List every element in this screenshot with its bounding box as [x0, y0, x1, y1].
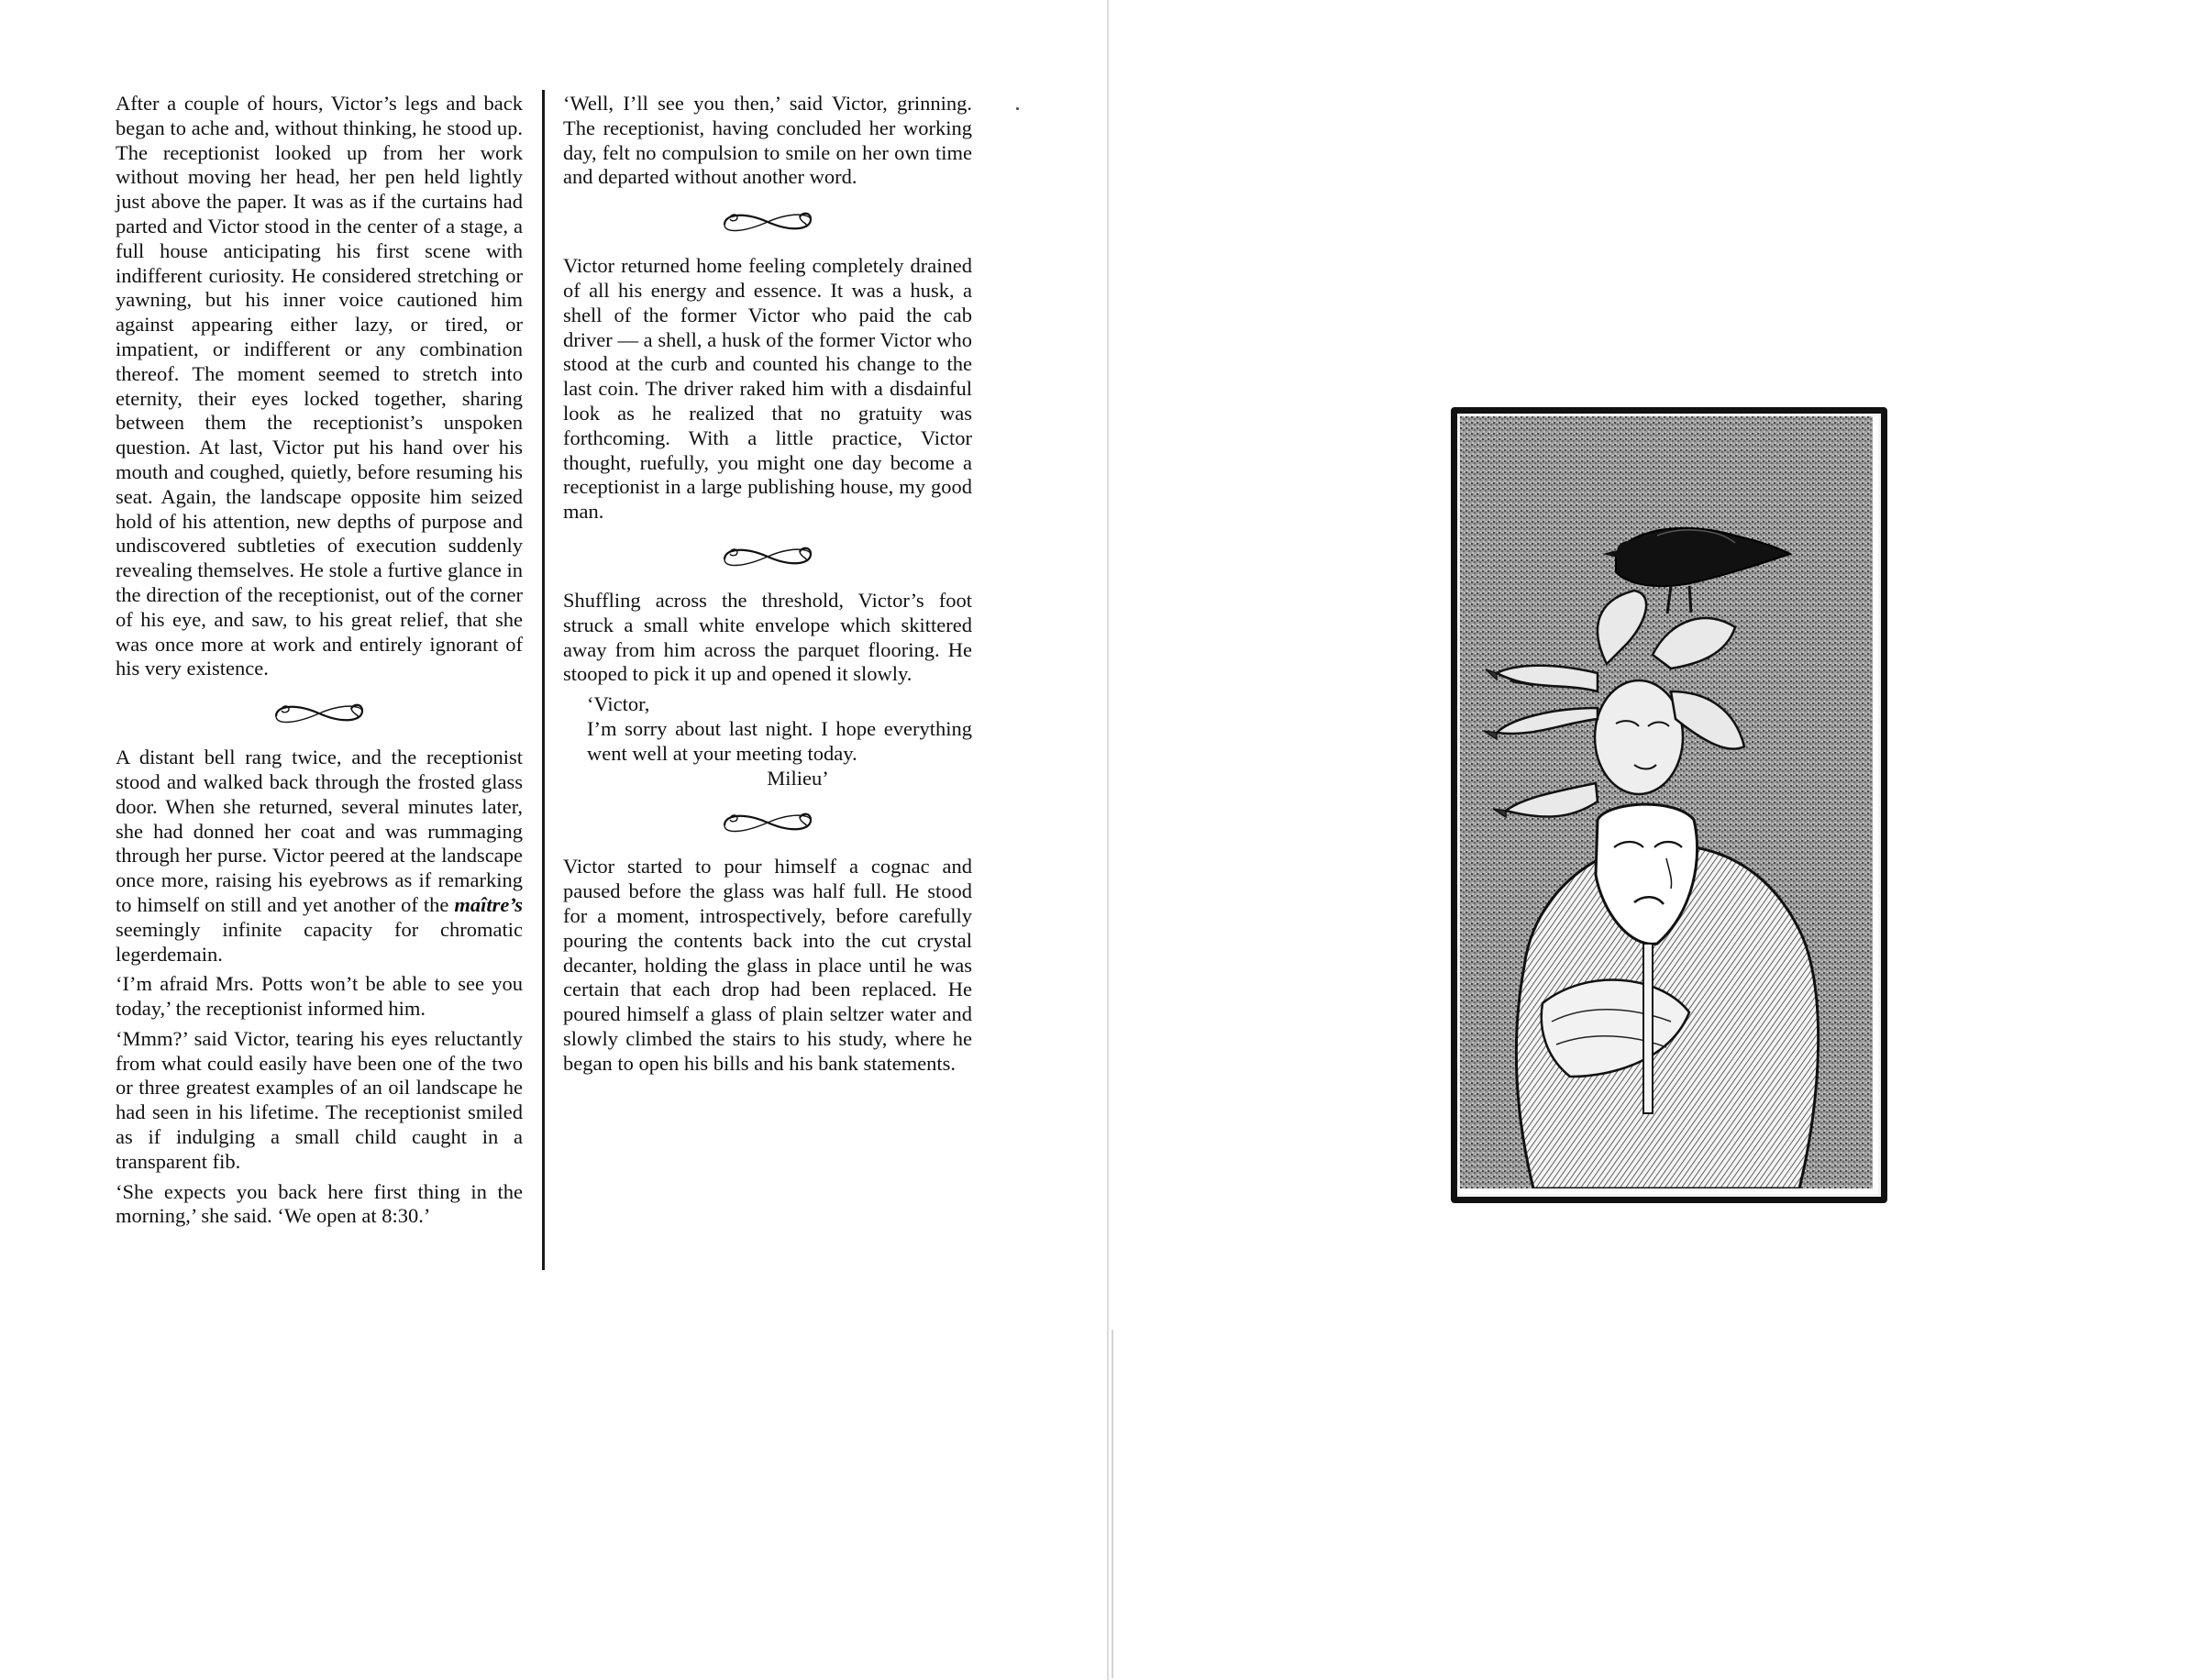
page-gutter [1107, 0, 1109, 1680]
paragraph: ‘She expects you back here first thing in the morning,’ she said. ‘We open at 8:30.’ [116, 1179, 523, 1228]
paragraph: ‘Well, I’ll see you then,’ said Victor, grinning. The receptionist, having concluded her working day, felt no compulsion to smile on her own time and departed without another word. [563, 92, 972, 189]
scroll-flourish-icon [717, 807, 818, 838]
italic-word: maître’s [454, 892, 523, 916]
paragraph: After a couple of hours, Victor’s legs and back began to ache and, without thinking, he stood up. The receptionist looked up from her work without moving her head, her pen held lightly just above the paper. It was as if the curtains had parted and Victor stood in the center of a stage, a full house anticipating his first scene with indifferent curiosity. He considered stretching or yawning, but his inner voice cautioned him against appearing either lazy, or tired, or impatient, or indifferent or any combination thereof. The moment seemed to stretch into eternity, their eyes locked together, sharing between them the receptionist’s unspoken question. At last, Victor put his hand over his mouth and coughed, quietly, before resuming his seat. Again, the landscape opposite him seized hold of his attention, new depths of purpose and undiscovered subtleties of execution suddenly revealing themselves. He stole a furtive glance in the direction of the receptionist, out of the corner of his eye, and saw, to his great relief, that she was once more at work and entirely ignorant of his very existence. [116, 92, 523, 680]
paragraph: Shuffling across the threshold, Victor’s foot struck a small white envelope which skittered away from him across the parquet flooring. He stooped to pick it up and opened it slowly. [563, 588, 972, 686]
illustration-frame [1451, 407, 1887, 1203]
letter-salutation: ‘Victor, [587, 692, 650, 716]
paragraph: Victor started to pour himself a cognac and paused before the glass was half full. He stood for a moment, introspectively, before carefully pouring the contents back into the cut crystal decanter, holding the glass in place until he was certain that each drop had been replaced. He poured himself a glass of plain seltzer water and slowly climbed the stairs to his study, where he began to open his bills and his bank statements. [563, 855, 972, 1075]
paragraph: Victor returned home feeling completely drained of all his energy and essence. It was a husk, a shell of the former Victor who paid the cab driver — a shell, a husk of the former Victor who stood at the curb and counted his change to the last coin. The driver raked him with a disdainful look as he realized that no gratuity was forthcoming. With a little practice, Victor thought, ruefully, you might one day become a receptionist in a large publishing house, my good man. [563, 254, 972, 524]
scroll-flourish-icon [717, 206, 818, 238]
paragraph: ‘I’m afraid Mrs. Potts won’t be able to see you today,’ the receptionist informed him. [116, 972, 523, 1021]
medusa-mask-raven-illustration [1457, 414, 1881, 1197]
paragraph-text: seemingly infinite capacity for chromatic legerdemain. [116, 917, 523, 966]
illustration-drawing [1460, 416, 1873, 1188]
text-column-right [563, 92, 972, 1082]
print-speck [1016, 107, 1019, 110]
letter-signature: Milieu’ [767, 766, 829, 790]
gutter-shadow [1112, 1330, 1113, 1678]
column-rule [542, 90, 545, 1270]
paragraph [116, 746, 523, 967]
scroll-flourish-icon [717, 541, 818, 572]
letter-note [563, 692, 972, 790]
paragraph: ‘Mmm?’ said Victor, tearing his eyes reluctantly from what could easily have been one of the two or three greatest examples of an oil landscape he had seen in his lifetime. The receptionist smiled as if indulging a small child caught in a transparent fib. [116, 1026, 523, 1173]
scroll-flourish-icon [269, 698, 370, 729]
paragraph-text: A distant bell rang twice, and the receptionist stood and walked back through the frosted glass door. When she returned, several minutes later, she had donned her coat and was rummaging through her purse. Victor peered at the landscape once more, raising his eyebrows as if remarking to himself on still and yet another of the [116, 746, 523, 916]
text-column-left [116, 92, 523, 1234]
letter-body: I’m sorry about last night. I hope everything went well at your meeting today. [587, 716, 972, 765]
